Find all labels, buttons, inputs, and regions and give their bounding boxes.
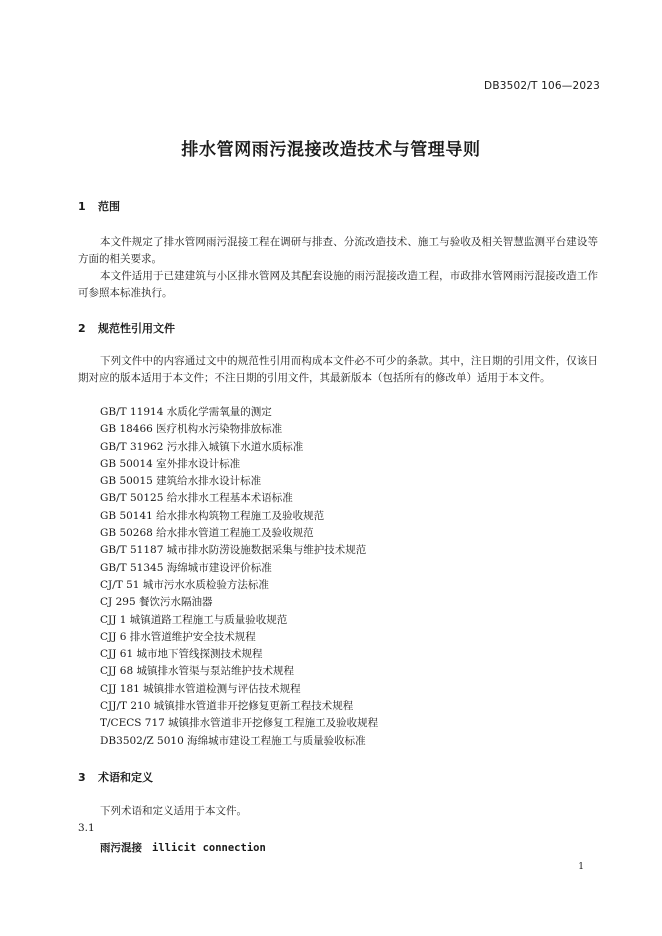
reference-item: CJ/T 51 城市污水水质检验方法标准 xyxy=(100,578,269,591)
section-title: 术语和定义 xyxy=(98,771,153,784)
reference-item: GB/T 51187 城市排水防涝设施数据采集与维护技术规范 xyxy=(100,544,367,557)
scope-paragraph-1: 本文件规定了排水管网雨污混接工程在调研与排查、分流改造技术、施工与验收及相关智慧监测平台建设等方面的相关要求。 xyxy=(78,236,598,265)
section-title: 规范性引用文件 xyxy=(98,322,175,335)
document-code: DB3502/T 106—2023 xyxy=(484,80,600,92)
reference-item: GB 50268 给水排水管道工程施工及验收规范 xyxy=(100,527,314,540)
section-number: 2 xyxy=(78,322,86,335)
terms-intro: 下列术语和定义适用于本文件。 xyxy=(100,805,247,817)
reference-item: GB 50015 建筑给水排水设计标准 xyxy=(100,475,262,488)
section-2-heading xyxy=(78,320,175,336)
reference-item: GB 50014 室外排水设计标准 xyxy=(100,457,241,470)
reference-item: GB/T 50125 给水排水工程基本术语标准 xyxy=(100,492,293,505)
section-number: 1 xyxy=(78,200,86,213)
reference-item: CJJ 68 城镇排水管渠与泵站维护技术规程 xyxy=(100,665,294,678)
document-title: 排水管网雨污混接改造技术与管理导则 xyxy=(181,140,481,160)
reference-item: GB/T 11914 水质化学需氧量的测定 xyxy=(100,406,272,418)
scope-paragraph-2: 本文件适用于已建建筑与小区排水管网及其配套设施的雨污混接改造工程，市政排水管网雨污混接改造工作可参照本标准执行。 xyxy=(78,270,598,299)
reference-item: CJJ 6 排水管道维护安全技术规程 xyxy=(100,630,256,643)
reference-item: GB/T 51345 海绵城市建设评价标准 xyxy=(100,561,272,574)
page-number: 1 xyxy=(578,862,584,872)
term-entry xyxy=(100,840,266,855)
section-title: 范围 xyxy=(98,200,120,213)
term-english: illicit connection xyxy=(152,842,266,854)
references-intro: 下列文件中的内容通过文中的规范性引用而构成本文件必不可少的条款。其中，注日期的引用文件，仅该日期对应的版本适用于本文件；不注日期的引用文件，其最新版本（包括所有的修改单）适用于本文件。 xyxy=(78,355,598,384)
reference-item: CJ 295 餐饮污水隔油器 xyxy=(100,596,213,609)
term-chinese: 雨污混接 xyxy=(100,842,142,854)
reference-item: CJJ 61 城市地下管线探测技术规程 xyxy=(100,648,263,661)
reference-item: CJJ 1 城镇道路工程施工与质量验收规范 xyxy=(100,613,288,626)
clause-number: 3.1 xyxy=(78,822,95,834)
reference-item: CJJ/T 210 城镇排水管道非开挖修复更新工程技术规程 xyxy=(100,700,354,713)
section-number: 3 xyxy=(78,771,86,784)
section-3-heading xyxy=(78,769,153,785)
reference-item: DB3502/Z 5010 海绵城市建设工程施工与质量验收标准 xyxy=(100,734,366,747)
reference-item: GB/T 31962 污水排入城镇下水道水质标准 xyxy=(100,440,304,453)
reference-list xyxy=(100,404,378,750)
reference-item: CJJ 181 城镇排水管道检测与评估技术规程 xyxy=(100,682,301,695)
reference-item: GB 50141 给水排水构筑物工程施工及验收规范 xyxy=(100,509,325,522)
reference-item: T/CECS 717 城镇排水管道非开挖修复工程施工及验收规程 xyxy=(100,717,379,730)
section-1-heading xyxy=(78,198,120,214)
reference-item: GB 18466 医疗机构水污染物排放标准 xyxy=(100,423,283,436)
